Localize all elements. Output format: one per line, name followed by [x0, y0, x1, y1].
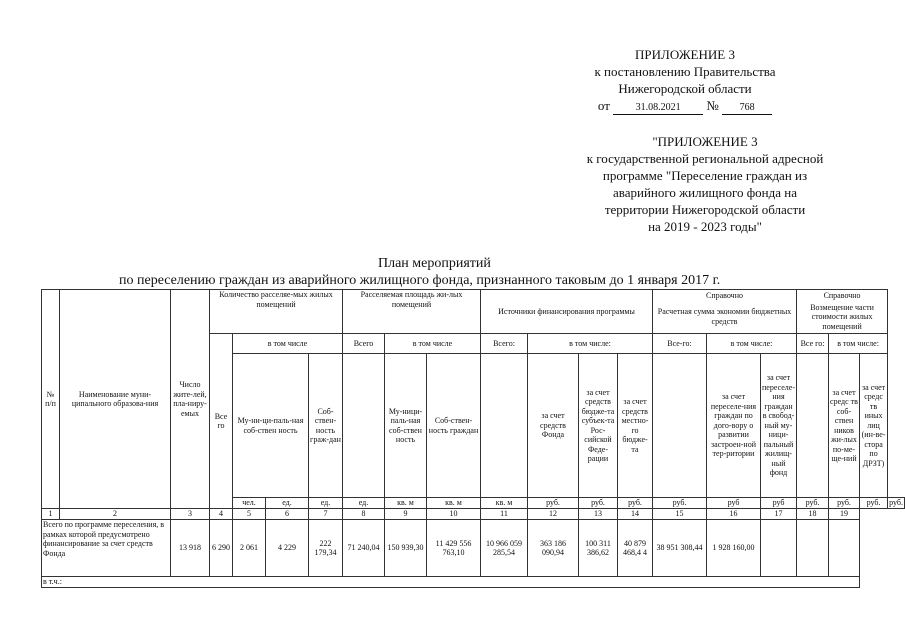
unit-cell: чел.	[233, 498, 266, 509]
header-reference-1: Справочно	[653, 290, 797, 301]
appendix-date-line	[560, 97, 810, 115]
col-number: 14	[618, 509, 653, 520]
header-num: № п/п	[42, 290, 60, 509]
unit-cell: руб.	[579, 498, 618, 509]
header-refund-group: Возмещение части стоимости жилых помещений	[797, 301, 888, 334]
unit-cell: ед.	[266, 498, 309, 509]
table-row-total	[42, 520, 905, 577]
col-number: 17	[761, 509, 797, 520]
unit-cell: кв. м	[427, 498, 481, 509]
total-cell: 150 939,30	[385, 520, 427, 577]
header-own-area: Соб-ствен-ность граждан	[427, 354, 481, 498]
plan-title-line2: по переселению граждан из аварийного жилищного фонда, признанного таковым до 1 января 2017 г.	[119, 273, 721, 288]
header-mun-area: Му-ници-паль-ная соб-ствен ность	[385, 354, 427, 498]
header-name: Наименование муни-ципального образова-ния	[60, 290, 171, 509]
total-cell: 2 061	[233, 520, 266, 577]
number-sign: №	[706, 98, 719, 113]
total-cell	[797, 520, 829, 577]
appendix-header	[560, 46, 810, 115]
program-appendix-line: программе "Переселение граждан из	[602, 168, 808, 183]
unit-cell: руб.	[528, 498, 579, 509]
header-ref-incl: в том числе:	[829, 334, 888, 354]
col-number: 1	[42, 509, 60, 520]
col-number: 13	[579, 509, 618, 520]
header-fund: за счет средств Фонда	[528, 354, 579, 498]
header-eco-incl: в том числе:	[707, 334, 797, 354]
total-cell: 6 290	[210, 520, 233, 577]
col-number: 6	[266, 509, 309, 520]
header-area-total: Всего	[343, 334, 385, 354]
incl-label: в т.ч.:	[42, 577, 860, 588]
header-area-incl: в том числе	[385, 334, 481, 354]
col-number: 16	[707, 509, 761, 520]
resolution-number: 768	[722, 102, 772, 115]
col-number: 9	[385, 509, 427, 520]
header-eco-development: за счет переселе-ния граждан по дого-вору о развитии застроен-ной тер-ритории	[707, 354, 761, 498]
unit-cell: руб	[707, 498, 761, 509]
col-number: 5	[233, 509, 266, 520]
unit-cell: руб.	[653, 498, 707, 509]
total-cell: 40 879 468,4 4	[618, 520, 653, 577]
unit-cell: руб	[761, 498, 797, 509]
appendix-region: Нижегородской области	[618, 81, 752, 96]
col-number: 4	[210, 509, 233, 520]
header-qty-total: Все го	[210, 334, 233, 509]
total-cell: 13 918	[171, 520, 210, 577]
col-number: 10	[427, 509, 481, 520]
from-label: от	[597, 98, 610, 113]
program-appendix-line: к государственной региональной адресной	[586, 151, 824, 166]
unit-cell: руб.	[618, 498, 653, 509]
resettlement-plan-table	[41, 289, 905, 588]
col-number: 19	[829, 509, 860, 520]
total-cell: 4 229	[266, 520, 309, 577]
total-cell: 363 186 090,94	[528, 520, 579, 577]
col-number: 7	[309, 509, 343, 520]
header-ref-owners: за счет средс тв соб-ствен ников жи-лых по-ме-ще-ний	[829, 354, 860, 498]
header-ref-total: Все го:	[797, 334, 829, 354]
header-residents: Число жите-лей, пла-ниру-емых	[171, 290, 210, 509]
plan-title-line1: План мероприятий	[378, 256, 491, 271]
col-number: 11	[481, 509, 528, 520]
total-cell: 38 951 308,44	[653, 520, 707, 577]
header-eco-free-fund: за счет переселе-ния граждан в свобод-ный му-ници-пальный жилищ-ный фонд	[761, 354, 797, 498]
col-number: 15	[653, 509, 707, 520]
resolution-date: 31.08.2021	[613, 102, 703, 115]
header-ref-others: за счет средс тв иных лиц (ин-ве-стора по ДРЗТ)	[860, 354, 888, 498]
total-cell	[761, 520, 797, 577]
header-own-qty: Соб-ствен-ность граж-дан	[309, 354, 343, 498]
table-row-incl	[42, 577, 905, 588]
col-number: 2	[60, 509, 171, 520]
total-cell: 1 928 160,00	[707, 520, 761, 577]
col-number: 12	[528, 509, 579, 520]
header-sources-group: Источники финансирования программы	[481, 290, 653, 334]
appendix-title: ПРИЛОЖЕНИЕ 3	[635, 47, 735, 62]
unit-cell: руб.	[889, 498, 903, 508]
column-number-row	[42, 509, 905, 520]
header-subject-budget: за счет средств бюдже-та субъек-та Рос-сийской Феде-рации	[579, 354, 618, 498]
program-appendix-line: на 2019 - 2023 годы"	[648, 219, 762, 234]
header-eco-total: Все-го:	[653, 334, 707, 354]
program-appendix-line: "ПРИЛОЖЕНИЕ 3	[652, 134, 758, 149]
header-local-budget: за счет средств местно-го бюдже-та	[618, 354, 653, 498]
total-cell: 100 311 386,62	[579, 520, 618, 577]
total-cell: 11 429 556 763,10	[427, 520, 481, 577]
total-row-name: Всего по программе переселения, в рамках которой предусмотрено финансирование за счет средств Фонда	[42, 520, 171, 577]
unit-cell: кв. м	[481, 498, 528, 509]
total-cell	[829, 520, 860, 577]
header-qty-group: Количество расселяе-мых жилых помещений	[210, 290, 343, 334]
program-appendix-header	[555, 133, 855, 235]
program-appendix-line: территории Нижегородской области	[604, 202, 806, 217]
header-src-total: Всего:	[481, 334, 528, 354]
unit-cell: руб.	[860, 498, 888, 509]
header-src-incl: в том числе:	[528, 334, 653, 354]
total-cell: 222 179,34	[309, 520, 343, 577]
col-number: 8	[343, 509, 385, 520]
unit-cell: руб.	[829, 498, 860, 509]
unit-cell: ед.	[343, 498, 385, 509]
header-reference-2: Справочно	[797, 290, 888, 301]
program-appendix-line: аварийного жилищного фонда на	[613, 185, 797, 200]
total-cell: 10 966 059 285,54	[481, 520, 528, 577]
unit-cell: ед.	[309, 498, 343, 509]
header-economy-group: Расчетная сумма экономии бюджетных средств	[653, 301, 797, 334]
total-cell: 71 240,04	[343, 520, 385, 577]
unit-cell: кв. м	[385, 498, 427, 509]
header-mun-qty: Му-ни-ци-паль-ная соб-ствен ность	[233, 354, 309, 498]
header-qty-incl: в том числе	[233, 334, 343, 354]
col-number: 18	[797, 509, 829, 520]
header-area-group: Расселяемая площадь жи-лых помещений	[343, 290, 481, 334]
unit-cell: руб.	[797, 498, 829, 509]
col-number: 3	[171, 509, 210, 520]
appendix-resolution: к постановлению Правительства	[594, 64, 776, 79]
